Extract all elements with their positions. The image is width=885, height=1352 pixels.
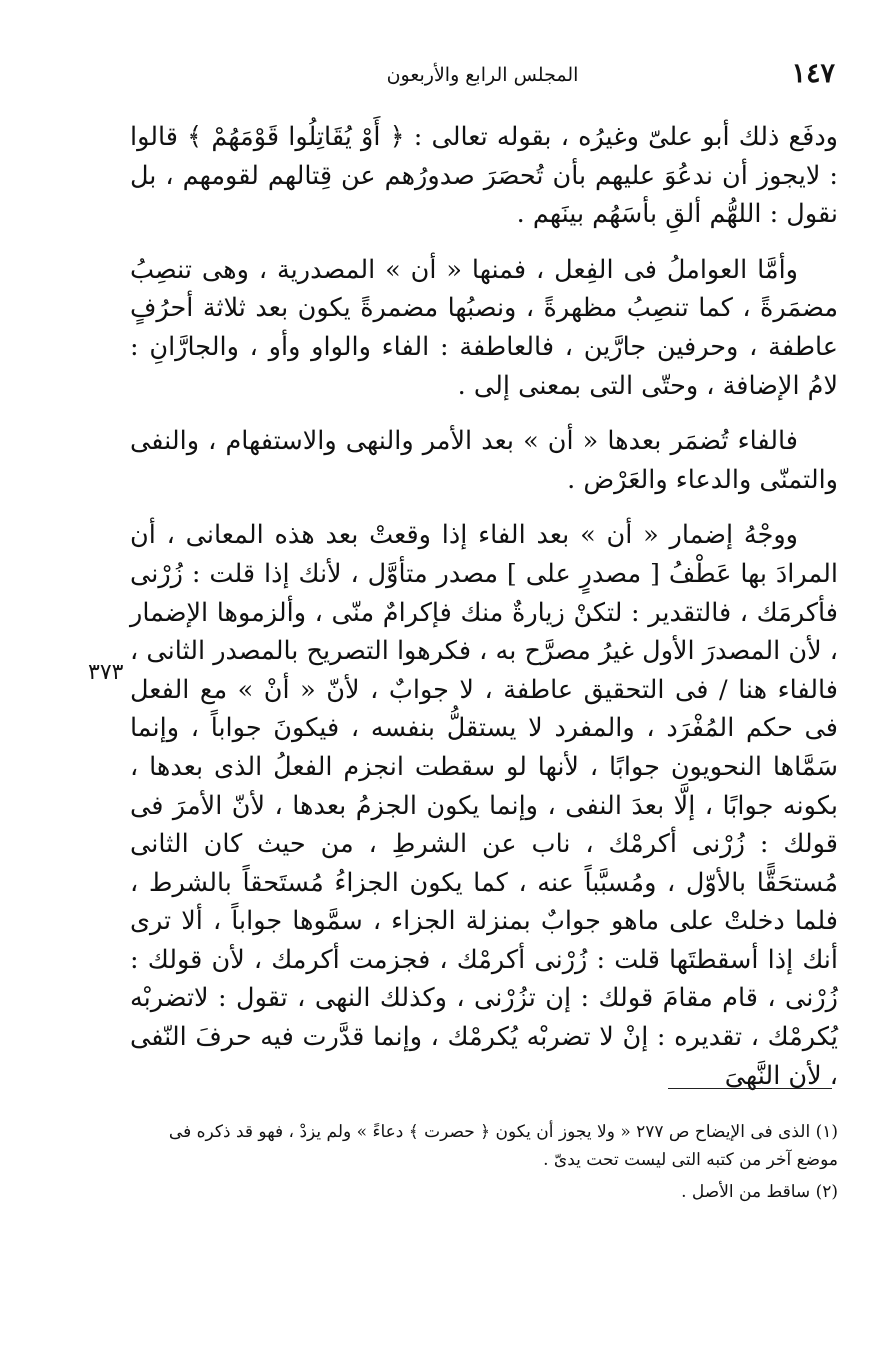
footnote-1: (١) الذى فى الإيضاح ص ٢٧٧ « ولا يجوز أن يكون ﴿ حصرت ﴾ دعاءً » ولم يزدْ ، فهو قد ذكره فى موضع آخر من كتبه التى ليست تحت يدىّ . bbox=[168, 1122, 838, 1170]
paragraph-3: فالفاء تُضمَر بعدها « أن » بعد الأمر والنهى والاستفهام ، والنفى والتمنّى والدعاء والعَرْض . bbox=[130, 426, 838, 495]
running-title: المجلس الرابع والأربعون bbox=[386, 64, 579, 86]
footnote-2: (٢) ساقط من الأصل . bbox=[681, 1182, 838, 1202]
paragraph-1: ودفَع ذلك أبو علىّ وغيرُه ، بقوله تعالى : ﴿ أَوْ يُقَاتِلُوا قَوْمَهُمْ ﴾ قالوا : لايجوز أن ندعُوَ عليهم بأن تُحصَرَ صدورُهم عن قِتالهم لقومهم ، بل نقول : اللهُّم ألقِ بأسَهُم بينَهم . bbox=[130, 122, 838, 230]
page-number: ١٤٧ bbox=[791, 58, 835, 89]
paragraph-2: وأمَّا العواملُ فى الفِعل ، فمنها « أن » المصدرية ، وهى تنصِبُ مضمَرةً ، كما تنصِبُ مظهرةً ، ونصبُها مضمرةً يكون بعد ثلاثة أحرُفٍ عاطفة ، وحرفين جارَّين ، فالعاطفة : الفاء والواو وأو ، والجارَّانِ : لامُ الإضافة ، وحتّى التى بمعنى إلى . bbox=[130, 254, 838, 401]
page-header bbox=[130, 58, 835, 94]
main-text bbox=[130, 118, 838, 1095]
margin-page-reference: ٣٧٣ bbox=[88, 660, 124, 685]
paragraph-4: ووجْهُ إضمار « أن » بعد الفاء إذا وقعتْ بعد هذه المعانى ، أن المرادَ بها عَطْفُ [ مصدرٍ على ] مصدر متأوَّل ، لأنك إذا قلت : زُرْنى فأكرمَك ، فالتقدير : لتكنْ زيارةٌ منك فإكرامٌ منّى ، وألزموها الإضمار ، لأن المصدرَ الأول غيرُ مصرَّح به ، فكرهوا التصريح بالمصدر الثانى ، فالفاء هنا / فى التحقيق عاطفة ، لا جوابٌ ، لأنّ « أنْ » مع الفعل فى حكم المُفْرَد ، والمفرد لا يستقلُّ بنفسه ، فيكونَ جواباً ، وإنما سَمَّاها النحويون جوابًا ، لأنها لو سقطت انجزم الفعلُ الذى بعدها ، بكونه جوابًا ، إلَّا بعدَ النفى ، وإنما يكون الجزمُ بعدها ، لأنّ الأمرَ فى قولك : زُرْنى أكرمْك ، ناب عن الشرطِ ، من حيث كان الثانى مُستحَقًّا بالأوّل ، ومُسبَّباً عنه ، كما يكون الجزاءُ مُستَحقاً بالشرط ، فلما دخلتْ على ماهو جوابٌ بمنزلة الجزاء ، سمَّوها جواباً ، ألا ترى أنك إذا أسقطتَها قلت : زُرْنى أكرمْك ، فجزمت أكرمك ، لأن قولك : زُرْنى ، قام مقامَ قولك : إن تزُرْنى ، وكذلك النهى ، تقول : لاتضربْه يُكرمْك ، تقديره : إنْ لا تضربْه يُكرمْك ، وإنما قدَّرت فيه حرفَ النّفى ، لأن النَّهىَ bbox=[130, 520, 838, 1091]
footnote-divider bbox=[668, 1088, 832, 1089]
footnotes bbox=[130, 1118, 838, 1206]
